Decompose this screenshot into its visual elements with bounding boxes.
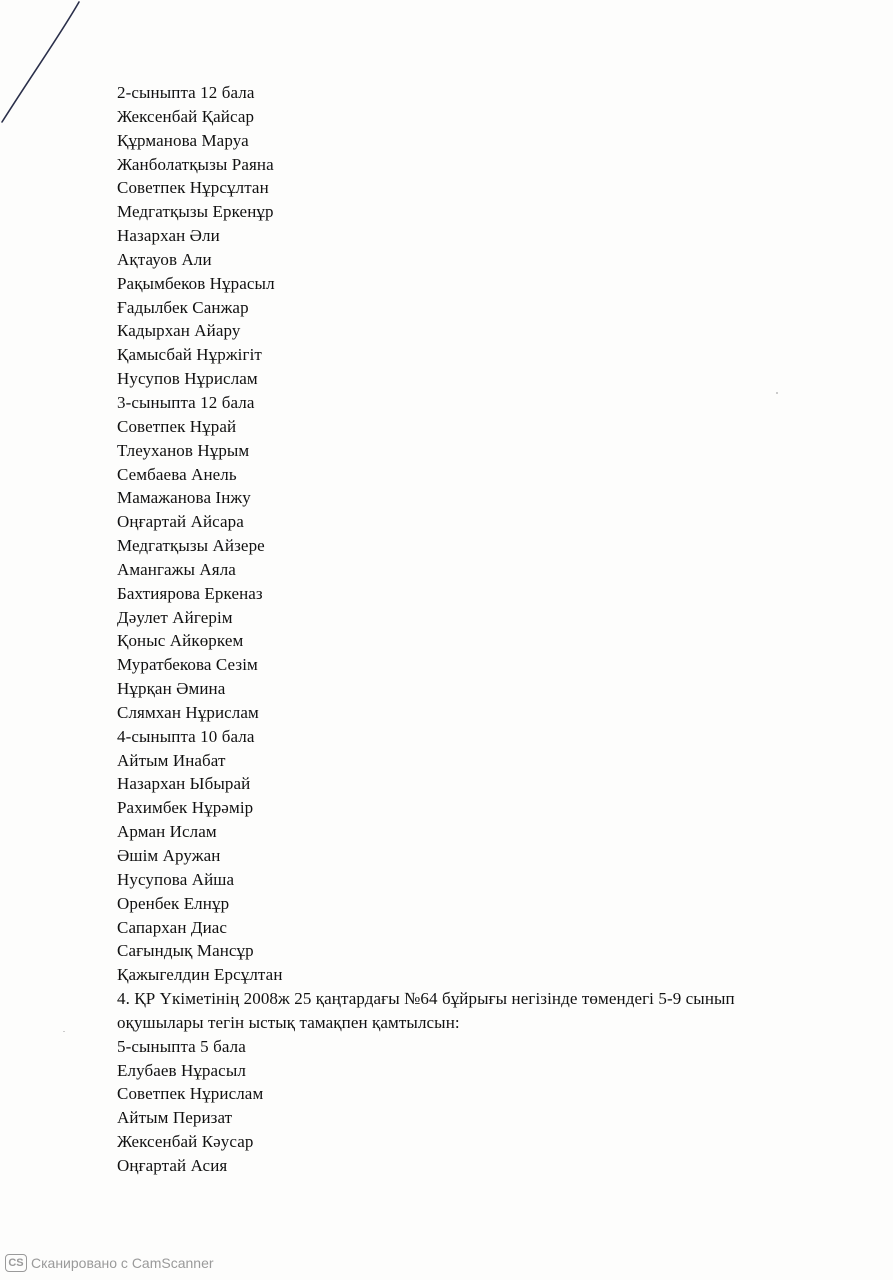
scan-speck bbox=[776, 392, 778, 394]
student-name: Дәулет Айгерім bbox=[117, 607, 233, 627]
camscanner-logo-icon: CS bbox=[5, 1254, 27, 1272]
class-heading: 4-сыныпта 10 бала bbox=[117, 726, 255, 746]
student-name: Слямхан Нұрислам bbox=[117, 702, 259, 722]
class-heading: 5-сыныпта 5 бала bbox=[117, 1036, 246, 1056]
student-name: Кадырхан Айару bbox=[117, 321, 241, 341]
student-name: Муратбекова Сезім bbox=[117, 655, 258, 675]
camscanner-text: Сканировано с CamScanner bbox=[31, 1255, 214, 1271]
student-name: Медгатқызы Айзере bbox=[117, 536, 265, 556]
student-name: Советпек Нұрсұлтан bbox=[117, 178, 269, 198]
student-name: Оренбек Елнұр bbox=[117, 893, 230, 913]
student-name: Ғадылбек Санжар bbox=[117, 297, 249, 317]
order-paragraph-line: 4. ҚР Үкіметінің 2008ж 25 қаңтардағы №64 бұйрығы негізінде төмендегі 5-9 сынып bbox=[117, 989, 735, 1009]
student-name: Жанболатқызы Раяна bbox=[117, 154, 274, 174]
student-name: Айтым Инабат bbox=[117, 750, 226, 770]
student-name: Қажыгелдин Ерсұлтан bbox=[117, 965, 283, 985]
student-name: Бахтиярова Еркеназ bbox=[117, 583, 263, 603]
student-name: Қоныс Айкөркем bbox=[117, 631, 244, 651]
student-name: Елубаев Нұрасыл bbox=[117, 1060, 246, 1080]
pen-stroke-mark bbox=[0, 0, 90, 140]
student-name: Арман Ислам bbox=[117, 822, 217, 842]
student-name: Нусупова Айша bbox=[117, 869, 235, 889]
student-name: Советпек Нұрай bbox=[117, 416, 237, 436]
scan-speck bbox=[63, 1031, 65, 1032]
student-name: Рахимбек Нұрәмір bbox=[117, 798, 254, 818]
student-name: Назархан Ыбырай bbox=[117, 774, 251, 794]
student-name: Нұрқан Әмина bbox=[117, 679, 226, 699]
student-name: Назархан Әли bbox=[117, 226, 220, 246]
student-name: Рақымбеков Нұрасыл bbox=[117, 273, 275, 293]
student-name: Советпек Нұрислам bbox=[117, 1084, 264, 1104]
student-name: Сембаева Анель bbox=[117, 464, 237, 484]
student-name: Жексенбай Кәусар bbox=[117, 1132, 254, 1152]
student-name: Нусупов Нұрислам bbox=[117, 369, 258, 389]
student-name: Тлеуханов Нұрым bbox=[117, 440, 250, 460]
student-name: Медгатқызы Еркенұр bbox=[117, 202, 274, 222]
student-name: Сағындық Мансұр bbox=[117, 941, 254, 961]
student-name: Айтым Перизат bbox=[117, 1108, 233, 1128]
order-paragraph-line: оқушылары тегін ыстық тамақпен қамтылсын: bbox=[117, 1012, 460, 1032]
camscanner-watermark bbox=[5, 1254, 214, 1272]
student-name: Қамысбай Нұржігіт bbox=[117, 345, 262, 365]
class-heading: 3-сыныпта 12 бала bbox=[117, 392, 255, 412]
student-name: Жексенбай Қайсар bbox=[117, 106, 255, 126]
student-name: Құрманова Маруа bbox=[117, 130, 249, 150]
student-name: Әшім Аружан bbox=[117, 846, 221, 865]
document-body bbox=[117, 81, 837, 1178]
student-name: Мамажанова Інжу bbox=[117, 488, 251, 508]
student-name: Оңғартай Асия bbox=[117, 1155, 228, 1175]
student-name: Амангажы Аяла bbox=[117, 559, 236, 579]
student-name: Сапархан Диас bbox=[117, 917, 228, 937]
student-name: Ақтауов Али bbox=[117, 249, 212, 269]
student-name: Оңғартай Айсара bbox=[117, 512, 244, 532]
class-heading: 2-сыныпта 12 бала bbox=[117, 83, 255, 102]
